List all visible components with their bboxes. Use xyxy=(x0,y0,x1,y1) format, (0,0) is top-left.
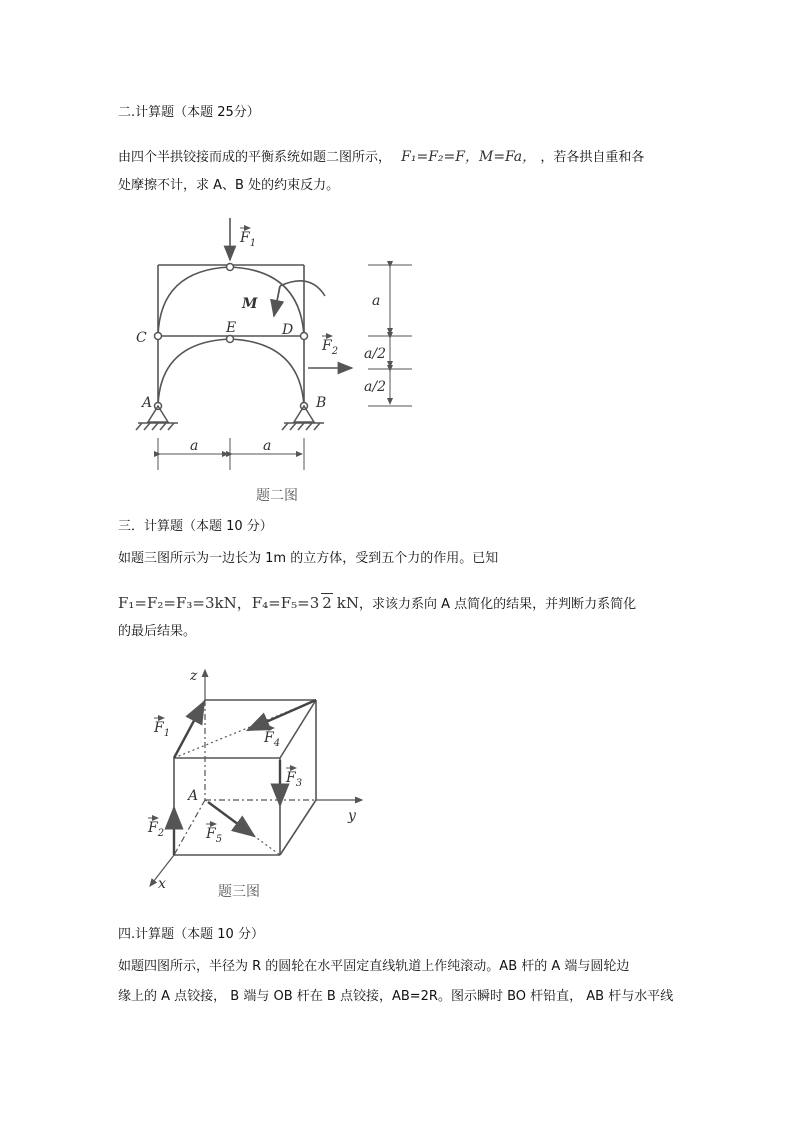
label-a: A xyxy=(188,788,199,804)
q2-line1-after: ，若各拱自重和各 xyxy=(540,150,645,165)
hinge-top xyxy=(227,264,234,271)
q3-caption: 题三图 xyxy=(218,884,260,900)
q2-caption: 题二图 xyxy=(256,488,298,504)
dim-a-left: a xyxy=(190,438,199,454)
label-b: B xyxy=(316,395,327,411)
q2-line1 xyxy=(118,148,644,167)
hinge-d xyxy=(301,333,308,340)
label-c: C xyxy=(136,330,147,346)
q3-line2-text: ，求该力系向 A 点简化的结果，并判断力系简化 xyxy=(359,597,637,612)
q3-figure xyxy=(130,660,390,905)
horizontal-dimensions xyxy=(158,438,304,470)
label-y: y xyxy=(348,808,356,824)
dim-half1: a/2 xyxy=(364,346,386,362)
label-m: M xyxy=(242,296,258,312)
label-f2: $F_2$ xyxy=(148,820,165,839)
force-f1-arrow xyxy=(174,702,204,758)
dim-a-vert: a xyxy=(372,293,381,309)
q2-vertical-dimensions xyxy=(360,255,430,415)
q2-line1-text: 由四个半拱铰接而成的平衡系统如题二图所示， xyxy=(118,150,392,165)
q3-formula-b: kN xyxy=(336,594,360,612)
q3-line3: 的最后结果。 xyxy=(118,624,197,639)
q3-heading: 三．计算题（本题 10 分） xyxy=(118,519,273,534)
q4-line2: 缘上的 A 点铰接， B 端与 OB 杆在 B 点铰接，AB=2R。图示瞬时 BO 杆铅直， AB 杆与水平线 xyxy=(118,989,674,1004)
dim-half2: a/2 xyxy=(364,379,386,395)
lower-arch xyxy=(158,339,304,406)
label-f1: $F_1$ xyxy=(240,230,257,249)
moment-arrow xyxy=(274,286,280,316)
label-z: z xyxy=(190,668,198,684)
label-f3: $F_3$ xyxy=(286,770,303,789)
q3-line1: 如题三图所示为一边长为 1m 的立方体，受到五个力的作用。已知 xyxy=(118,551,499,566)
q4-line1: 如题四图所示，半径为 R 的圆轮在水平固定直线轨道上作纯滚动。AB 杆的 A 端与圆轮边 xyxy=(118,959,630,974)
label-f1: $F_1$ xyxy=(154,720,171,739)
q4-heading: 四.计算题（本题 10 分） xyxy=(118,927,264,942)
q3-line2 xyxy=(118,592,636,616)
label-f4: $F_4$ xyxy=(264,730,281,749)
label-a: A xyxy=(142,395,153,411)
label-e: E xyxy=(226,320,237,336)
q3-formula-root: 2 xyxy=(322,594,332,612)
label-f2: $F_2$ xyxy=(322,338,339,357)
q3-formula-a: F₁=F₂=F₃=3kN，F₄=F₅=3 xyxy=(118,594,320,612)
label-x: x xyxy=(158,876,166,892)
q2-formula: F₁=F₂=F，M=Fa， xyxy=(401,149,537,165)
hinge-e xyxy=(227,336,234,343)
hinge-c xyxy=(155,333,162,340)
label-d: D xyxy=(282,322,294,338)
q2-line2: 处摩擦不计，求 A、B 处的约束反力。 xyxy=(118,178,340,193)
label-f5: $F_5$ xyxy=(206,826,223,845)
q2-heading: 二.计算题（本题 25分） xyxy=(118,105,260,120)
dim-a-right: a xyxy=(263,438,272,454)
